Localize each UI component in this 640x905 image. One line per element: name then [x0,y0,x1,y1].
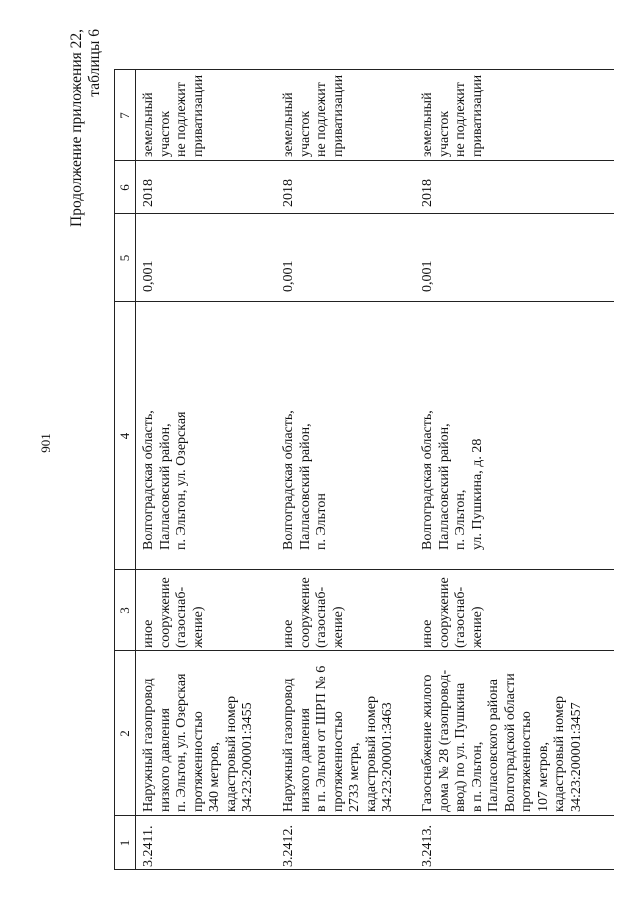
row-2-number: 3.2412. [281,825,296,867]
column-border [114,213,614,214]
row-1-year: 2018 [141,179,156,207]
row-3-number: 3.2413. [420,825,435,867]
row-3-year: 2018 [420,179,435,207]
row-3-type: иное сооружение (газоснаб- жение) [420,577,485,648]
continuation-line-1: Продолжение приложения 22, [68,29,85,227]
page-number: 901 [38,433,53,453]
row-2-value: 0,001 [281,260,296,292]
row-1-address: Волгоградская область, Палласовский район, п. Эльтон, ул. Озерская [141,410,189,550]
row-2-year: 2018 [281,179,296,207]
column-border [114,69,614,70]
row-2-note: земельный участок не подлежит приватизации [281,74,346,157]
row-1-name: Наружный газопровод низкого давления п. Эльтон, ул. Озерская протяженностью 340 метров, кадастровый номер 34:23:200001:3455 [141,673,255,812]
row-2-type: иное сооружение (газоснаб- жение) [281,577,346,648]
column-border [114,869,614,870]
row-3-name: Газоснабжение жилого дома № 28 (газопровод- ввод) по ул. Пушкина в п. Эльтон, Палласовского района Волгоградской области протяженностью 107 метров, кадастровый номер 34:23:200001:3457 [420,669,584,812]
table-top-border [114,70,115,870]
row-2-address: Волгоградская область, Палласовский район, п. Эльтон [281,410,329,550]
row-2-name: Наружный газопровод низкого давления в п. Эльтон от ШРП № 6 протяженностью 2733 метра, кадастровый номер 34:23:200001:3463 [281,665,395,812]
column-header-2: 2 [117,730,132,737]
column-border [114,650,614,651]
property-table [114,70,614,870]
row-1-number: 3.2411. [141,825,156,867]
row-3-value: 0,001 [420,260,435,292]
column-header-1: 1 [117,839,132,847]
column-border [114,301,614,302]
continuation-line-2: таблицы 6 [86,29,103,97]
column-header-4: 4 [117,432,132,440]
row-1-type: иное сооружение (газоснаб- жение) [141,577,206,648]
row-3-address: Волгоградская область, Палласовский район, п. Эльтон, ул. Пушкина, д. 28 [420,410,485,550]
column-header-3: 3 [117,607,132,614]
row-1-value: 0,001 [141,260,156,292]
column-header-6: 6 [117,184,132,191]
column-border [114,160,614,161]
column-header-5: 5 [117,254,132,262]
header-bottom-border [135,70,136,870]
continuation-heading [68,29,104,345]
column-border [114,569,614,570]
column-border [114,815,614,816]
row-3-note: земельный участок не подлежит приватизации [420,74,485,157]
column-header-7: 7 [117,112,132,119]
row-1-note: земельный участок не подлежит приватизации [141,74,206,157]
